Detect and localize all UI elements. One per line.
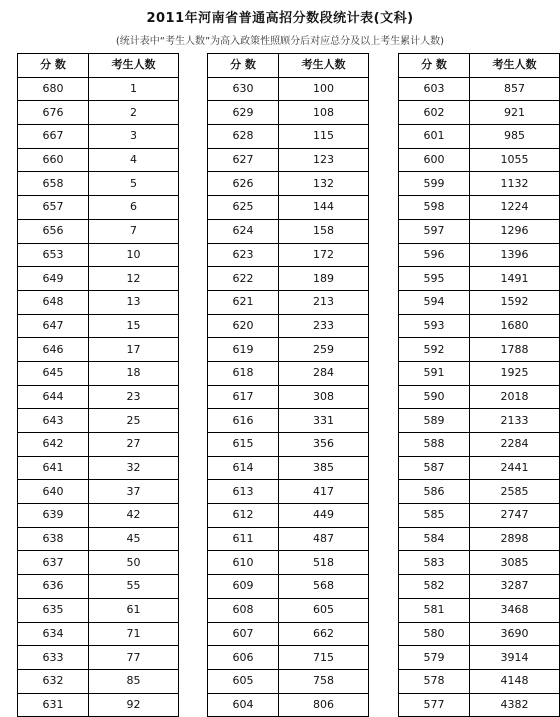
count-cell: 715 bbox=[279, 646, 369, 670]
score-cell: 634 bbox=[18, 622, 89, 646]
score-cell: 608 bbox=[208, 598, 279, 622]
table-row bbox=[208, 551, 369, 575]
count-cell: 17 bbox=[89, 338, 179, 362]
score-cell: 587 bbox=[399, 456, 470, 480]
score-cell: 603 bbox=[399, 77, 470, 101]
table-row bbox=[399, 646, 560, 670]
score-cell: 633 bbox=[18, 646, 89, 670]
table-row bbox=[18, 598, 179, 622]
score-cell: 601 bbox=[399, 125, 470, 149]
score-cell: 605 bbox=[208, 669, 279, 693]
table-row bbox=[399, 267, 560, 291]
score-cell: 638 bbox=[18, 527, 89, 551]
score-cell: 623 bbox=[208, 243, 279, 267]
table-row bbox=[208, 385, 369, 409]
table-row bbox=[208, 504, 369, 528]
table-header-row bbox=[208, 54, 369, 78]
count-cell: 662 bbox=[279, 622, 369, 646]
count-cell: 568 bbox=[279, 575, 369, 599]
count-cell: 449 bbox=[279, 504, 369, 528]
table-row bbox=[208, 622, 369, 646]
table-row bbox=[18, 361, 179, 385]
score-cell: 600 bbox=[399, 148, 470, 172]
count-cell: 50 bbox=[89, 551, 179, 575]
score-cell: 617 bbox=[208, 385, 279, 409]
count-cell: 172 bbox=[279, 243, 369, 267]
count-cell: 132 bbox=[279, 172, 369, 196]
score-cell: 619 bbox=[208, 338, 279, 362]
table-row bbox=[399, 504, 560, 528]
count-cell: 1224 bbox=[470, 196, 560, 220]
table-row bbox=[399, 669, 560, 693]
count-cell: 1788 bbox=[470, 338, 560, 362]
table-row bbox=[399, 338, 560, 362]
score-cell: 580 bbox=[399, 622, 470, 646]
count-cell: 85 bbox=[89, 669, 179, 693]
score-cell: 583 bbox=[399, 551, 470, 575]
score-cell: 593 bbox=[399, 314, 470, 338]
score-cell: 592 bbox=[399, 338, 470, 362]
count-cell: 7 bbox=[89, 219, 179, 243]
score-table-2 bbox=[207, 53, 369, 717]
table-row bbox=[18, 125, 179, 149]
count-cell: 1396 bbox=[470, 243, 560, 267]
count-cell: 5 bbox=[89, 172, 179, 196]
table-row bbox=[208, 290, 369, 314]
count-cell: 1680 bbox=[470, 314, 560, 338]
table-row bbox=[399, 385, 560, 409]
table-row bbox=[399, 575, 560, 599]
score-cell: 611 bbox=[208, 527, 279, 551]
table-row bbox=[399, 125, 560, 149]
table-row bbox=[18, 504, 179, 528]
page-subtitle: (统计表中“考生人数”为高入政策性照顾分后对应总分及以上考生累计人数) bbox=[115, 36, 445, 47]
score-cell: 640 bbox=[18, 480, 89, 504]
score-cell: 642 bbox=[18, 433, 89, 457]
count-cell: 1296 bbox=[470, 219, 560, 243]
table-row bbox=[208, 77, 369, 101]
score-cell: 639 bbox=[18, 504, 89, 528]
score-cell: 604 bbox=[208, 693, 279, 717]
score-cell: 616 bbox=[208, 409, 279, 433]
score-cell: 635 bbox=[18, 598, 89, 622]
score-cell: 586 bbox=[399, 480, 470, 504]
count-column-header: 考生人数 bbox=[89, 54, 179, 78]
table-row bbox=[208, 314, 369, 338]
table-header-row bbox=[399, 54, 560, 78]
score-column-header: 分 数 bbox=[208, 54, 279, 78]
table-row bbox=[399, 622, 560, 646]
score-cell: 590 bbox=[399, 385, 470, 409]
score-cell: 626 bbox=[208, 172, 279, 196]
score-cell: 636 bbox=[18, 575, 89, 599]
table-row bbox=[399, 172, 560, 196]
count-cell: 4148 bbox=[470, 669, 560, 693]
score-cell: 598 bbox=[399, 196, 470, 220]
table-row bbox=[208, 669, 369, 693]
table-row bbox=[208, 361, 369, 385]
score-cell: 641 bbox=[18, 456, 89, 480]
count-cell: 13 bbox=[89, 290, 179, 314]
score-cell: 658 bbox=[18, 172, 89, 196]
score-cell: 597 bbox=[399, 219, 470, 243]
count-cell: 4382 bbox=[470, 693, 560, 717]
table-row bbox=[208, 196, 369, 220]
score-cell: 585 bbox=[399, 504, 470, 528]
score-cell: 624 bbox=[208, 219, 279, 243]
table-row bbox=[399, 433, 560, 457]
score-cell: 653 bbox=[18, 243, 89, 267]
score-cell: 609 bbox=[208, 575, 279, 599]
score-cell: 595 bbox=[399, 267, 470, 291]
table-row bbox=[18, 243, 179, 267]
table-row bbox=[208, 433, 369, 457]
table-row bbox=[18, 172, 179, 196]
count-cell: 1 bbox=[89, 77, 179, 101]
score-cell: 615 bbox=[208, 433, 279, 457]
table-row bbox=[399, 290, 560, 314]
score-cell: 577 bbox=[399, 693, 470, 717]
count-cell: 985 bbox=[470, 125, 560, 149]
table-row bbox=[399, 480, 560, 504]
count-column-header: 考生人数 bbox=[279, 54, 369, 78]
score-cell: 676 bbox=[18, 101, 89, 125]
table-row bbox=[208, 243, 369, 267]
table-row bbox=[18, 101, 179, 125]
table-row bbox=[18, 385, 179, 409]
table-row bbox=[399, 101, 560, 125]
table-row bbox=[208, 172, 369, 196]
table-row bbox=[18, 480, 179, 504]
score-cell: 630 bbox=[208, 77, 279, 101]
count-cell: 92 bbox=[89, 693, 179, 717]
count-cell: 55 bbox=[89, 575, 179, 599]
table-row bbox=[18, 77, 179, 101]
table-row bbox=[18, 527, 179, 551]
table-row bbox=[18, 646, 179, 670]
score-cell: 614 bbox=[208, 456, 279, 480]
count-cell: 4 bbox=[89, 148, 179, 172]
score-table-3 bbox=[398, 53, 560, 717]
score-cell: 627 bbox=[208, 148, 279, 172]
count-cell: 61 bbox=[89, 598, 179, 622]
score-cell: 646 bbox=[18, 338, 89, 362]
score-cell: 643 bbox=[18, 409, 89, 433]
count-cell: 233 bbox=[279, 314, 369, 338]
score-cell: 618 bbox=[208, 361, 279, 385]
count-cell: 259 bbox=[279, 338, 369, 362]
score-cell: 632 bbox=[18, 669, 89, 693]
score-cell: 649 bbox=[18, 267, 89, 291]
score-cell: 622 bbox=[208, 267, 279, 291]
count-cell: 2441 bbox=[470, 456, 560, 480]
count-cell: 487 bbox=[279, 527, 369, 551]
score-cell: 579 bbox=[399, 646, 470, 670]
count-cell: 857 bbox=[470, 77, 560, 101]
table-row bbox=[18, 622, 179, 646]
table-row bbox=[399, 409, 560, 433]
table-row bbox=[208, 219, 369, 243]
count-cell: 284 bbox=[279, 361, 369, 385]
count-cell: 27 bbox=[89, 433, 179, 457]
table-row bbox=[208, 101, 369, 125]
table-row bbox=[208, 646, 369, 670]
table-row bbox=[399, 361, 560, 385]
score-cell: 591 bbox=[399, 361, 470, 385]
score-cell: 644 bbox=[18, 385, 89, 409]
count-cell: 108 bbox=[279, 101, 369, 125]
count-cell: 385 bbox=[279, 456, 369, 480]
count-cell: 144 bbox=[279, 196, 369, 220]
count-column-header: 考生人数 bbox=[470, 54, 560, 78]
count-cell: 15 bbox=[89, 314, 179, 338]
count-cell: 605 bbox=[279, 598, 369, 622]
score-cell: 631 bbox=[18, 693, 89, 717]
count-cell: 77 bbox=[89, 646, 179, 670]
table-row bbox=[399, 314, 560, 338]
table-row bbox=[399, 551, 560, 575]
table-row bbox=[18, 551, 179, 575]
count-cell: 518 bbox=[279, 551, 369, 575]
table-row bbox=[399, 456, 560, 480]
table-header-row bbox=[18, 54, 179, 78]
table-row bbox=[18, 693, 179, 717]
count-cell: 32 bbox=[89, 456, 179, 480]
table-row bbox=[208, 575, 369, 599]
count-cell: 356 bbox=[279, 433, 369, 457]
table-row bbox=[208, 409, 369, 433]
table-row bbox=[18, 267, 179, 291]
count-cell: 3287 bbox=[470, 575, 560, 599]
table-row bbox=[399, 243, 560, 267]
table-row bbox=[18, 456, 179, 480]
count-cell: 2133 bbox=[470, 409, 560, 433]
count-cell: 308 bbox=[279, 385, 369, 409]
table-row bbox=[18, 196, 179, 220]
count-cell: 12 bbox=[89, 267, 179, 291]
table-row bbox=[208, 456, 369, 480]
table-row bbox=[18, 575, 179, 599]
table-row bbox=[208, 338, 369, 362]
count-cell: 3 bbox=[89, 125, 179, 149]
count-cell: 806 bbox=[279, 693, 369, 717]
table-row bbox=[208, 693, 369, 717]
table-row bbox=[18, 409, 179, 433]
score-cell: 629 bbox=[208, 101, 279, 125]
score-cell: 637 bbox=[18, 551, 89, 575]
score-cell: 625 bbox=[208, 196, 279, 220]
score-cell: 628 bbox=[208, 125, 279, 149]
count-cell: 921 bbox=[470, 101, 560, 125]
count-cell: 23 bbox=[89, 385, 179, 409]
count-cell: 3085 bbox=[470, 551, 560, 575]
score-cell: 588 bbox=[399, 433, 470, 457]
count-cell: 2284 bbox=[470, 433, 560, 457]
score-table-1 bbox=[17, 53, 179, 717]
count-cell: 189 bbox=[279, 267, 369, 291]
table-row bbox=[18, 433, 179, 457]
count-cell: 417 bbox=[279, 480, 369, 504]
count-cell: 1055 bbox=[470, 148, 560, 172]
score-cell: 589 bbox=[399, 409, 470, 433]
table-row bbox=[399, 527, 560, 551]
count-cell: 100 bbox=[279, 77, 369, 101]
score-cell: 610 bbox=[208, 551, 279, 575]
score-cell: 578 bbox=[399, 669, 470, 693]
score-cell: 621 bbox=[208, 290, 279, 314]
page-title: 2011年河南省普通高招分数段统计表(文科) bbox=[146, 11, 414, 26]
score-cell: 647 bbox=[18, 314, 89, 338]
score-cell: 596 bbox=[399, 243, 470, 267]
table-row bbox=[399, 77, 560, 101]
table-row bbox=[18, 148, 179, 172]
table-row bbox=[208, 480, 369, 504]
score-cell: 582 bbox=[399, 575, 470, 599]
score-cell: 602 bbox=[399, 101, 470, 125]
count-cell: 2 bbox=[89, 101, 179, 125]
score-column-header: 分 数 bbox=[18, 54, 89, 78]
score-cell: 648 bbox=[18, 290, 89, 314]
table-row bbox=[208, 125, 369, 149]
table-row bbox=[208, 267, 369, 291]
count-cell: 2898 bbox=[470, 527, 560, 551]
count-cell: 2747 bbox=[470, 504, 560, 528]
count-cell: 71 bbox=[89, 622, 179, 646]
table-row bbox=[18, 290, 179, 314]
count-cell: 115 bbox=[279, 125, 369, 149]
table-row bbox=[399, 148, 560, 172]
table-row bbox=[399, 196, 560, 220]
score-cell: 667 bbox=[18, 125, 89, 149]
table-row bbox=[18, 669, 179, 693]
score-cell: 645 bbox=[18, 361, 89, 385]
count-cell: 123 bbox=[279, 148, 369, 172]
count-cell: 1132 bbox=[470, 172, 560, 196]
score-cell: 613 bbox=[208, 480, 279, 504]
table-row bbox=[18, 314, 179, 338]
table-row bbox=[18, 219, 179, 243]
count-cell: 758 bbox=[279, 669, 369, 693]
score-cell: 656 bbox=[18, 219, 89, 243]
count-cell: 25 bbox=[89, 409, 179, 433]
count-cell: 3690 bbox=[470, 622, 560, 646]
score-cell: 607 bbox=[208, 622, 279, 646]
score-cell: 584 bbox=[399, 527, 470, 551]
table-row bbox=[399, 219, 560, 243]
table-row bbox=[399, 598, 560, 622]
table-row bbox=[208, 598, 369, 622]
count-cell: 213 bbox=[279, 290, 369, 314]
score-cell: 612 bbox=[208, 504, 279, 528]
count-cell: 6 bbox=[89, 196, 179, 220]
count-cell: 42 bbox=[89, 504, 179, 528]
count-cell: 331 bbox=[279, 409, 369, 433]
count-cell: 1925 bbox=[470, 361, 560, 385]
score-column-header: 分 数 bbox=[399, 54, 470, 78]
count-cell: 3914 bbox=[470, 646, 560, 670]
count-cell: 18 bbox=[89, 361, 179, 385]
score-cell: 660 bbox=[18, 148, 89, 172]
score-cell: 594 bbox=[399, 290, 470, 314]
count-cell: 2585 bbox=[470, 480, 560, 504]
score-cell: 599 bbox=[399, 172, 470, 196]
count-cell: 10 bbox=[89, 243, 179, 267]
count-cell: 45 bbox=[89, 527, 179, 551]
score-cell: 606 bbox=[208, 646, 279, 670]
table-row bbox=[208, 148, 369, 172]
count-cell: 3468 bbox=[470, 598, 560, 622]
table-row bbox=[208, 527, 369, 551]
score-cell: 680 bbox=[18, 77, 89, 101]
score-cell: 620 bbox=[208, 314, 279, 338]
score-cell: 581 bbox=[399, 598, 470, 622]
table-row bbox=[399, 693, 560, 717]
table-row bbox=[18, 338, 179, 362]
score-cell: 657 bbox=[18, 196, 89, 220]
count-cell: 1592 bbox=[470, 290, 560, 314]
count-cell: 37 bbox=[89, 480, 179, 504]
count-cell: 2018 bbox=[470, 385, 560, 409]
count-cell: 1491 bbox=[470, 267, 560, 291]
count-cell: 158 bbox=[279, 219, 369, 243]
